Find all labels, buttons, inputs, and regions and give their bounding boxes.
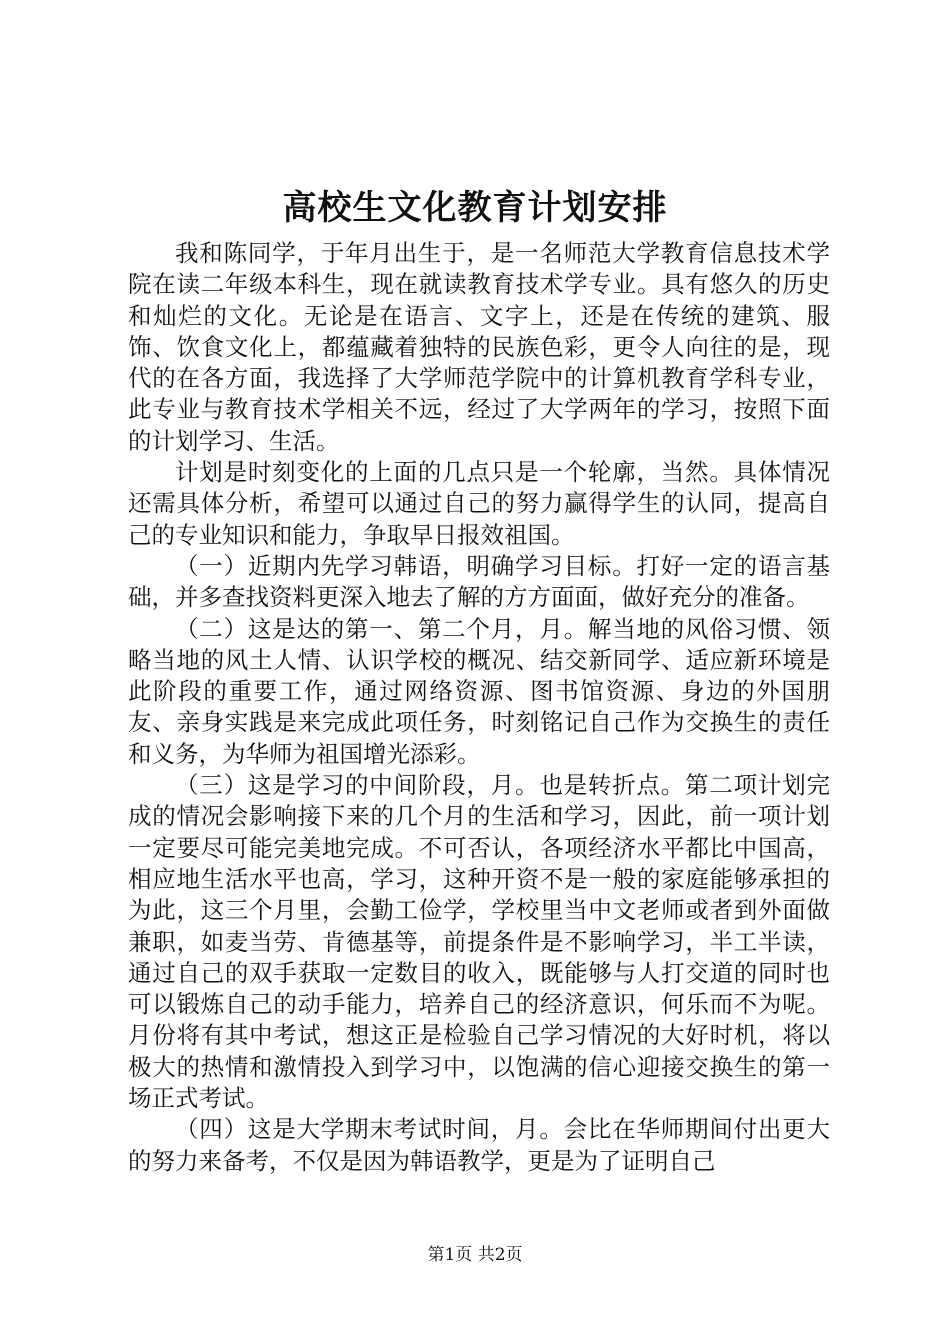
paragraph-plan-overview: 计划是时刻变化的上面的几点只是一个轮廓，当然。具体情况还需具体分析，希望可以通过自己的努力赢得学生的认同，提高自己的专业知识和能力，争取早日报效祖国。 <box>128 458 830 549</box>
paragraph-intro: 我和陈同学，于年月出生于，是一名师范大学教育信息技术学院在读二年级本科生，现在就读教育技术学专业。具有悠久的历史和灿烂的文化。无论是在语言、文字上，还是在传统的建筑、服饰、饮食文化上，都蕴藏着独特的民族色彩，更令人向往的是，现代的在各方面，我选择了大学师范学院中的计算机教育学科专业，此专业与教育技术学相关不远，经过了大学两年的学习，按照下面的计划学习、生活。 <box>128 239 830 455</box>
paragraph-item-1: （一）近期内先学习韩语，明确学习目标。打好一定的语言基础，并多查找资料更深入地去了解的方方面面，做好充分的准备。 <box>128 551 830 612</box>
page-number-footer: 第1页 共2页 <box>427 1245 523 1265</box>
paragraph-item-2: （二）这是达的第一、第二个月，月。解当地的风俗习惯、领略当地的风土人情、认识学校的概况、结交新同学、适应新环境是此阶段的重要工作，通过网络资源、图书馆资源、身边的外国朋友、亲身实践是来完成此项任务，时刻铭记自己作为交换生的责任和义务，为华师为祖国增光添彩。 <box>128 614 830 768</box>
document-body <box>128 238 830 1177</box>
paragraph-item-3: （三）这是学习的中间阶段，月。也是转折点。第二项计划完成的情况会影响接下来的几个月的生活和学习，因此，前一项计划一定要尽可能完美地完成。不可否认，各项经济水平都比中国高，相应地生活水平也高，学习，这种开资不是一般的家庭能够承担的为此，这三个月里，会勤工俭学，学校里当中文老师或者到外面做兼职，如麦当劳、肯德基等，前提条件是不影响学习，半工半读，通过自己的双手获取一定数目的收入，既能够与人打交道的同时也可以锻炼自己的动手能力，培养自己的经济意识，何乐而不为呢。月份将有其中考试，想这正是检验自己学习情况的大好时机，将以极大的热情和激情投入到学习中，以饱满的信心迎接交换生的第一场正式考试。 <box>128 771 830 1113</box>
document-title: 高校生文化教育计划安排 <box>282 188 668 228</box>
paragraph-item-4: （四）这是大学期末考试时间，月。会比在华师期间付出更大的努力来备考，不仅是因为韩语教学，更是为了证明自己 <box>128 1115 830 1175</box>
